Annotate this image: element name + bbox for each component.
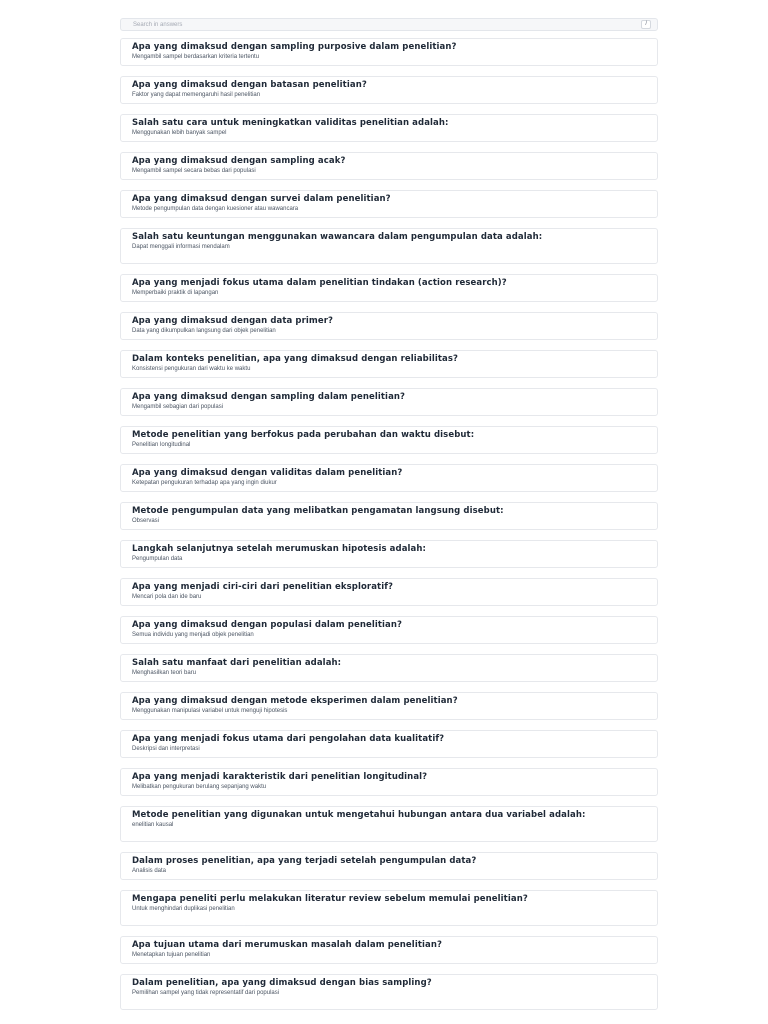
- answer-card[interactable]: [120, 152, 658, 180]
- question-text: Apa yang dimaksud dengan validitas dalam penelitian?: [132, 468, 403, 478]
- answer-text: Mengambil sebagian dari populasi: [132, 403, 224, 410]
- answer-text: Mengambil sampel berdasarkan kriteria tertentu: [132, 53, 260, 60]
- answer-text: Untuk menghindari duplikasi penelitian: [132, 905, 235, 912]
- question-text: Langkah selanjutnya setelah merumuskan hipotesis adalah:: [132, 544, 427, 554]
- answer-text: Ketepatan pengukuran terhadap apa yang ingin diukur: [132, 479, 277, 486]
- answer-text: Deskripsi dan interpretasi: [132, 745, 200, 752]
- answer-card[interactable]: [120, 890, 658, 926]
- answer-card[interactable]: [120, 578, 658, 606]
- answer-text: Metode pengumpulan data dengan kuesioner atau wawancara: [132, 205, 299, 212]
- question-text: Apa yang dimaksud dengan metode eksperimen dalam penelitian?: [132, 696, 458, 706]
- answer-card[interactable]: [120, 190, 658, 218]
- answer-text: Menetapkan tujuan penelitian: [132, 951, 211, 958]
- search-bar[interactable]: [120, 18, 658, 31]
- search-shortcut-key: /: [641, 20, 651, 29]
- answer-text: Menggunakan lebih banyak sampel: [132, 129, 227, 136]
- answer-card[interactable]: [120, 654, 658, 682]
- answer-card[interactable]: [120, 852, 658, 880]
- question-text: Mengapa peneliti perlu melakukan literatur review sebelum memulai penelitian?: [132, 894, 528, 904]
- answers-container: [120, 0, 658, 1020]
- answer-card[interactable]: [120, 616, 658, 644]
- answer-text: Pemilihan sampel yang tidak representatif dari populasi: [132, 989, 280, 996]
- answer-text: Mengambil sampel secara bebas dari populasi: [132, 167, 256, 174]
- question-text: Metode penelitian yang digunakan untuk mengetahui hubungan antara dua variabel adalah:: [132, 810, 586, 820]
- answer-card[interactable]: [120, 312, 658, 340]
- answer-card[interactable]: [120, 350, 658, 378]
- answer-card[interactable]: [120, 502, 658, 530]
- answer-card[interactable]: [120, 114, 658, 142]
- answer-card[interactable]: [120, 426, 658, 454]
- question-text: Metode penelitian yang berfokus pada perubahan dan waktu disebut:: [132, 430, 475, 440]
- question-text: Apa yang dimaksud dengan sampling acak?: [132, 156, 346, 166]
- question-text: Apa yang dimaksud dengan populasi dalam penelitian?: [132, 620, 403, 630]
- answer-text: Analisis data: [132, 867, 167, 874]
- question-text: Salah satu keuntungan menggunakan wawancara dalam pengumpulan data adalah:: [132, 232, 543, 242]
- answer-list: [120, 38, 658, 1020]
- answer-card[interactable]: [120, 228, 658, 264]
- answer-card[interactable]: [120, 38, 658, 66]
- question-text: Dalam penelitian, apa yang dimaksud dengan bias sampling?: [132, 978, 432, 988]
- answer-text: Observasi: [132, 517, 160, 524]
- answer-card[interactable]: [120, 464, 658, 492]
- question-text: Metode pengumpulan data yang melibatkan pengamatan langsung disebut:: [132, 506, 504, 516]
- question-text: Apa yang dimaksud dengan sampling dalam penelitian?: [132, 392, 406, 402]
- answer-card[interactable]: [120, 274, 658, 302]
- question-text: Apa yang menjadi karakteristik dari penelitian longitudinal?: [132, 772, 428, 782]
- answer-text: enelitian kausal: [132, 821, 174, 828]
- question-text: Apa yang dimaksud dengan batasan penelitian?: [132, 80, 367, 90]
- answer-card[interactable]: [120, 76, 658, 104]
- answer-text: Melibatkan pengukuran berulang sepanjang waktu: [132, 783, 267, 790]
- question-text: Dalam proses penelitian, apa yang terjadi setelah pengumpulan data?: [132, 856, 477, 866]
- question-text: Apa yang menjadi ciri-ciri dari penelitian eksploratif?: [132, 582, 394, 592]
- answer-card[interactable]: [120, 730, 658, 758]
- question-text: Salah satu manfaat dari penelitian adalah:: [132, 658, 342, 668]
- question-text: Apa yang dimaksud dengan survei dalam penelitian?: [132, 194, 391, 204]
- answer-card[interactable]: [120, 388, 658, 416]
- answer-card[interactable]: [120, 936, 658, 964]
- answer-text: Mencari pola dan ide baru: [132, 593, 202, 600]
- question-text: Apa yang dimaksud dengan data primer?: [132, 316, 334, 326]
- question-text: Apa yang dimaksud dengan sampling purposive dalam penelitian?: [132, 42, 457, 52]
- question-text: Dalam konteks penelitian, apa yang dimaksud dengan reliabilitas?: [132, 354, 459, 364]
- answer-card[interactable]: [120, 806, 658, 842]
- answer-text: Konsistensi pengukuran dari waktu ke waktu: [132, 365, 251, 372]
- answer-text: Menghasilkan teori baru: [132, 669, 197, 676]
- answer-card[interactable]: [120, 692, 658, 720]
- answer-text: Memperbaiki praktik di lapangan: [132, 289, 219, 296]
- answer-text: Semua individu yang menjadi objek penelitian: [132, 631, 254, 638]
- answer-text: Penelitian longitudinal: [132, 441, 191, 448]
- question-text: Apa yang menjadi fokus utama dalam penelitian tindakan (action research)?: [132, 278, 507, 288]
- answer-card[interactable]: [120, 540, 658, 568]
- answer-text: Dapat menggali informasi mendalam: [132, 243, 230, 250]
- question-text: Salah satu cara untuk meningkatkan validitas penelitian adalah:: [132, 118, 449, 128]
- question-text: Apa tujuan utama dari merumuskan masalah dalam penelitian?: [132, 940, 443, 950]
- answer-card[interactable]: [120, 768, 658, 796]
- answer-text: Data yang dikumpulkan langsung dari objek penelitian: [132, 327, 276, 334]
- answer-text: Menggunakan manipulasi variabel untuk menguji hipotesis: [132, 707, 288, 714]
- answer-text: Faktor yang dapat memengaruhi hasil penelitian: [132, 91, 261, 98]
- search-input[interactable]: Search in answers: [133, 21, 183, 28]
- answer-card[interactable]: [120, 974, 658, 1010]
- question-text: Apa yang menjadi fokus utama dari pengolahan data kualitatif?: [132, 734, 445, 744]
- answer-text: Pengumpulan data: [132, 555, 183, 562]
